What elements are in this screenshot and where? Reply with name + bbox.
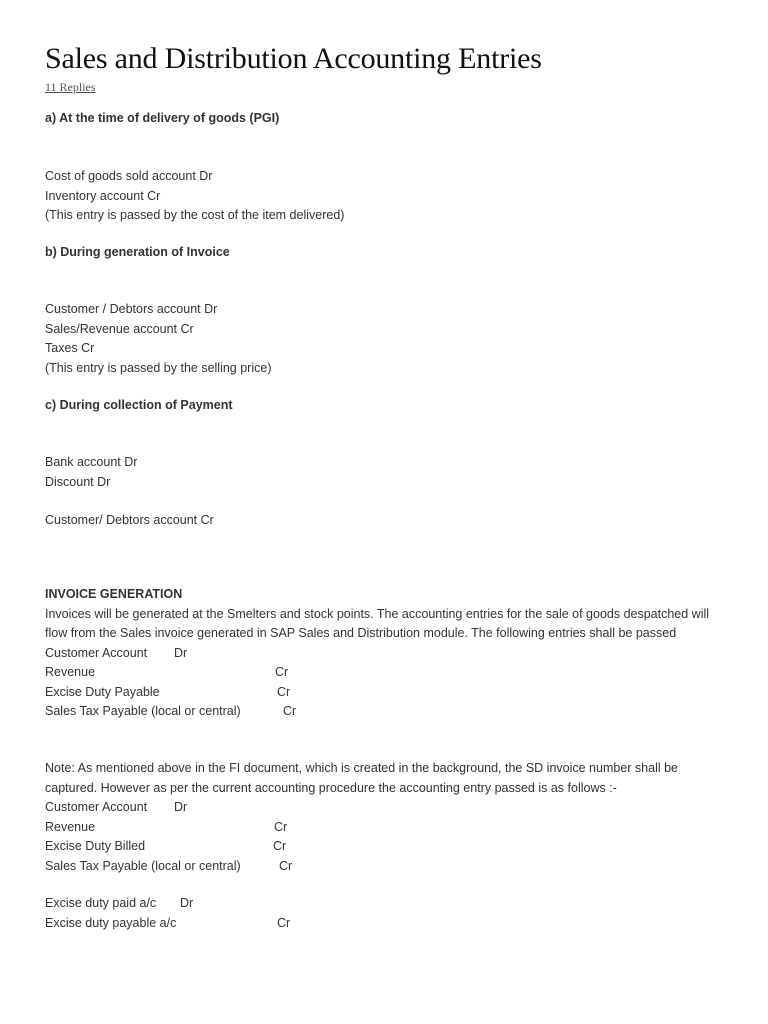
entry-side: Dr bbox=[174, 800, 188, 814]
entry-line: Cost of goods sold account Dr bbox=[45, 169, 213, 183]
entry-side: Cr bbox=[277, 684, 291, 699]
entry-line: Customer/ Debtors account Cr bbox=[45, 513, 214, 527]
entry-line: Taxes Cr bbox=[45, 341, 95, 355]
section-a-entries bbox=[45, 167, 725, 226]
entry-note: (This entry is passed by the cost of the item delivered) bbox=[45, 208, 345, 222]
entry-account: Excise duty payable a/c bbox=[45, 915, 177, 930]
invoice-paragraph: Invoices will be generated at the Smelters and stock points. The accounting entries for the sale of goods despatched will flow from the Sales invoice generated in SAP Sales and Distribution module. The following entries shall be passed bbox=[45, 606, 710, 640]
entry-side: Cr bbox=[275, 665, 289, 679]
entry-account: Revenue bbox=[45, 819, 96, 834]
section-b bbox=[45, 243, 725, 263]
entry-side: Dr bbox=[174, 645, 188, 660]
entry-account: Excise Duty Payable bbox=[45, 684, 160, 699]
entry-line: Discount Dr bbox=[45, 474, 111, 489]
entry-row bbox=[45, 837, 725, 857]
entry-row bbox=[45, 914, 725, 934]
entry-account: Excise Duty Billed bbox=[45, 839, 146, 853]
entry-row bbox=[45, 818, 725, 838]
entry-side: Cr bbox=[274, 819, 288, 834]
section-a bbox=[45, 109, 725, 129]
entry-row bbox=[45, 702, 725, 722]
section-c-heading: c) During collection of Payment bbox=[45, 398, 233, 412]
entry-account: Excise duty paid a/c bbox=[45, 896, 157, 910]
entry-account: Customer Account bbox=[45, 645, 148, 660]
invoice-heading: INVOICE GENERATION bbox=[45, 587, 183, 601]
entry-line: Bank account Dr bbox=[45, 455, 138, 469]
note-section bbox=[45, 759, 725, 876]
entry-row bbox=[45, 894, 725, 914]
document-page bbox=[45, 40, 735, 96]
entry-row bbox=[45, 683, 725, 703]
section-c-last bbox=[45, 511, 725, 531]
section-c bbox=[45, 396, 725, 416]
entry-account: Sales Tax Payable (local or central) bbox=[45, 858, 241, 873]
entry-line: Sales/Revenue account Cr bbox=[45, 321, 194, 336]
entry-line: Inventory account Cr bbox=[45, 188, 161, 203]
section-b-heading: b) During generation of Invoice bbox=[45, 245, 230, 259]
entry-row bbox=[45, 857, 725, 877]
section-c-entries bbox=[45, 453, 725, 492]
entry-side: Cr bbox=[279, 858, 293, 873]
invoice-section bbox=[45, 585, 725, 722]
entry-account: Customer Account bbox=[45, 800, 148, 814]
entry-side: Dr bbox=[180, 896, 194, 910]
entry-side: Cr bbox=[273, 839, 287, 853]
section-b-entries bbox=[45, 300, 725, 378]
entry-note: (This entry is passed by the selling price) bbox=[45, 360, 272, 375]
page-title: Sales and Distribution Accounting Entries bbox=[45, 42, 542, 75]
entry-side: Cr bbox=[283, 704, 297, 718]
entry-row bbox=[45, 644, 725, 664]
replies-link[interactable]: 11 Replies bbox=[45, 80, 96, 94]
section-a-heading: a) At the time of delivery of goods (PGI) bbox=[45, 111, 280, 125]
entry-account: Sales Tax Payable (local or central) bbox=[45, 704, 241, 718]
entry-row bbox=[45, 663, 725, 683]
note-paragraph: Note: As mentioned above in the FI document, which is created in the background, the SD invoice number shall be captured. However as per the current accounting procedure the accounting entry passed is as follows :- bbox=[45, 761, 679, 795]
excise-section bbox=[45, 894, 725, 933]
entry-account: Revenue bbox=[45, 665, 96, 679]
entry-row bbox=[45, 798, 725, 818]
entry-side: Cr bbox=[277, 915, 291, 930]
entry-line: Customer / Debtors account Dr bbox=[45, 302, 218, 316]
